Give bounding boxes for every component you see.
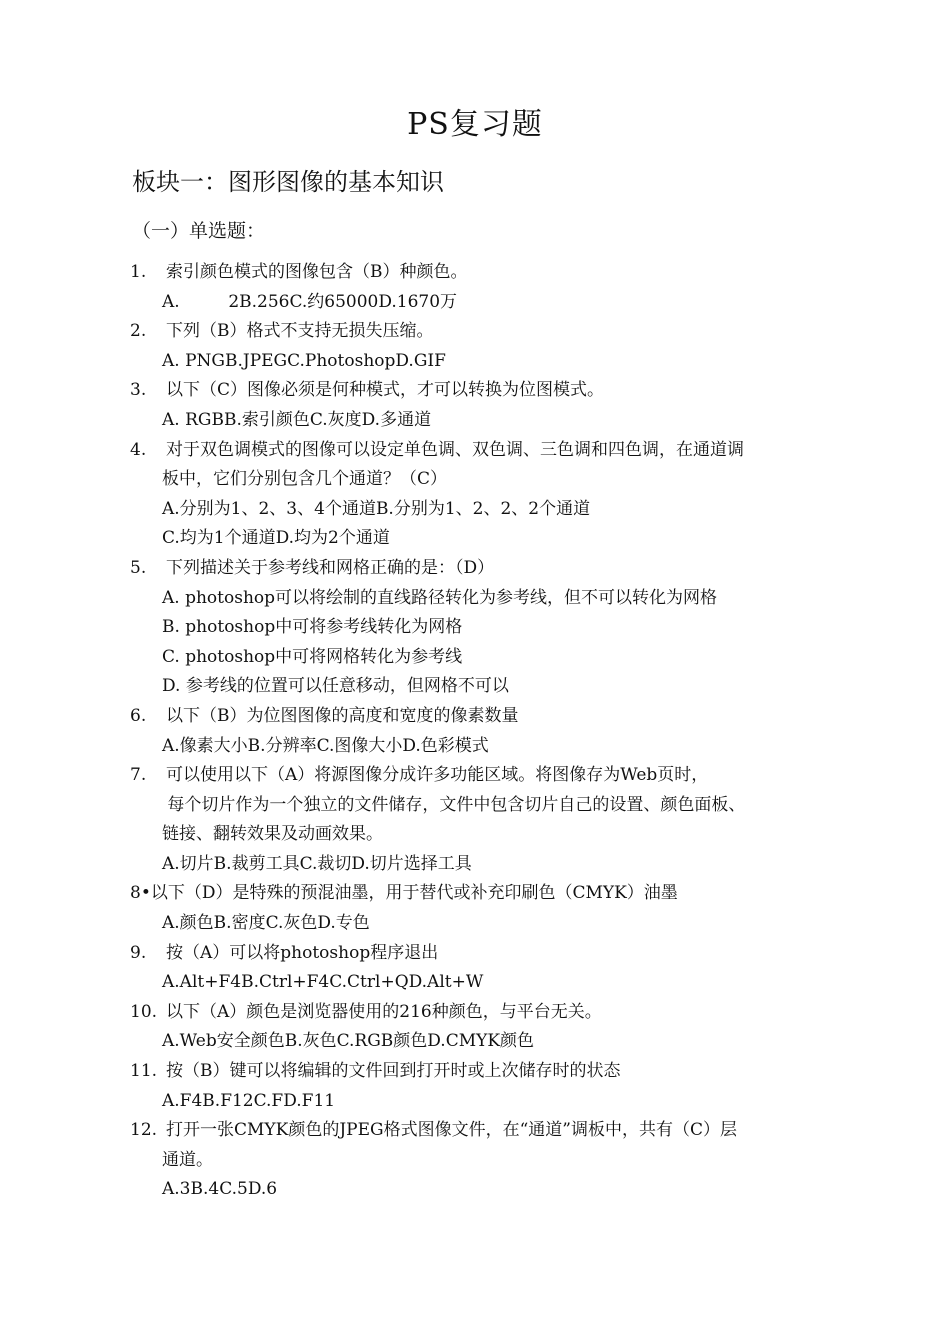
- question-number: 5.: [130, 557, 147, 578]
- question-list: [130, 258, 830, 1205]
- answer-options: A.颜色B.密度C.灰色D.专色: [162, 913, 370, 934]
- answer-options: A.分别为1、2、3、4个通道B.分别为1、2、2、2个通道: [162, 498, 591, 519]
- question-stem: [130, 879, 830, 909]
- page-title: PS复习题: [407, 107, 543, 142]
- question-text-continued: 通道。: [162, 1149, 213, 1170]
- question-text: 以下（B）为位图图像的高度和宽度的像素数量: [166, 705, 519, 726]
- question-text: 下列描述关于参考线和网格正确的是：（D）: [166, 557, 495, 578]
- question-text: 打开一张CMYK颜色的JPEG格式图像文件，在“通道”调板中，共有（C）层: [166, 1120, 737, 1141]
- answer-options: A.Web安全颜色B.灰色C.RGB颜色D.CMYK颜色: [162, 1031, 535, 1052]
- question-number: 7.: [130, 765, 147, 786]
- question-item: [130, 258, 830, 317]
- question-number: 8•: [130, 883, 151, 904]
- question-number: 11.: [130, 1061, 158, 1082]
- question-stem: [130, 939, 830, 969]
- question-item: [130, 879, 830, 938]
- question-text: 对于双色调模式的图像可以设定单色调、双色调、三色调和四色调，在通道调: [166, 439, 744, 460]
- answer-options: A. 2B.256C.约65000D.1670万: [162, 291, 458, 312]
- section-heading: 板块一：图形图像的基本知识: [132, 168, 444, 196]
- question-number: 9.: [130, 942, 147, 963]
- question-item: [130, 317, 830, 376]
- question-item: [130, 436, 830, 554]
- question-text: 按（A）可以将photoshop程序退出: [166, 942, 439, 963]
- question-number: 6.: [130, 705, 147, 726]
- question-stem: [130, 998, 830, 1028]
- question-stem: [130, 761, 830, 791]
- answer-options: A.像素大小B.分辨率C.图像大小D.色彩模式: [162, 735, 489, 756]
- question-text: 索引颜色模式的图像包含（B）种颜色。: [166, 262, 468, 282]
- answer-options: A. photoshop可以将绘制的直线路径转化为参考线，但不可以转化为网格: [162, 587, 718, 608]
- question-item: [130, 1116, 830, 1205]
- question-item: [130, 554, 830, 702]
- question-text-continued: 板中，它们分别包含几个通道？（C）: [162, 469, 448, 490]
- question-number: 3.: [130, 380, 147, 401]
- question-item: [130, 998, 830, 1057]
- question-stem: [130, 702, 830, 732]
- question-text: 下列（B）格式不支持无损失压缩。: [166, 321, 434, 342]
- question-text: 以下（A）颜色是浏览器使用的216种颜色，与平台无关。: [166, 1001, 602, 1022]
- question-text-continued: 链接、翻转效果及动画效果。: [162, 824, 383, 845]
- answer-options: A.F4B.F12C.FD.F11: [162, 1090, 336, 1111]
- question-item: [130, 939, 830, 998]
- question-number: 12.: [130, 1120, 158, 1141]
- question-stem: [130, 554, 830, 584]
- question-number: 2.: [130, 321, 147, 342]
- question-item: [130, 1057, 830, 1116]
- question-stem: [130, 376, 830, 406]
- answer-options: A. PNGB.JPEGC.PhotoshopD.GIF: [162, 350, 446, 371]
- answer-options: A. RGBB.索引颜色C.灰度D.多通道: [162, 409, 432, 430]
- question-stem: [130, 317, 830, 347]
- answer-options: C. photoshop中可将网格转化为参考线: [162, 646, 463, 667]
- question-number: 4.: [130, 439, 147, 460]
- question-stem: [130, 436, 830, 466]
- question-item: [130, 702, 830, 761]
- question-number: 1.: [130, 262, 147, 282]
- question-text: 可以使用以下（A）将源图像分成许多功能区域。将图像存为Web页时，: [166, 765, 709, 786]
- question-stem: [130, 1116, 830, 1146]
- question-stem: [130, 258, 830, 288]
- question-number: 10.: [130, 1001, 158, 1022]
- subsection-heading: （一）单选题：: [132, 220, 266, 242]
- answer-options: C.均为1个通道D.均为2个通道: [162, 528, 390, 549]
- question-text-continued: 每个切片作为一个独立的文件储存，文件中包含切片自己的设置、颜色面板、: [162, 794, 746, 815]
- question-text: 以下（D）是特殊的预混油墨，用于替代或补充印刷色（CMYK）油墨: [150, 883, 678, 904]
- answer-options: D. 参考线的位置可以任意移动，但网格不可以: [162, 676, 509, 697]
- answer-options: A.3B.4C.5D.6: [162, 1179, 278, 1200]
- question-item: [130, 376, 830, 435]
- answer-options: A.切片B.裁剪工具C.裁切D.切片选择工具: [162, 853, 472, 874]
- question-text: 以下（C）图像必须是何种模式，才可以转换为位图模式。: [166, 380, 605, 401]
- answer-options: A.Alt+F4B.Ctrl+F4C.Ctrl+QD.Alt+W: [162, 972, 484, 993]
- question-stem: [130, 1057, 830, 1087]
- question-text: 按（B）键可以将编辑的文件回到打开时或上次储存时的状态: [166, 1061, 621, 1082]
- answer-options: B. photoshop中可将参考线转化为网格: [162, 617, 463, 638]
- question-item: [130, 761, 830, 879]
